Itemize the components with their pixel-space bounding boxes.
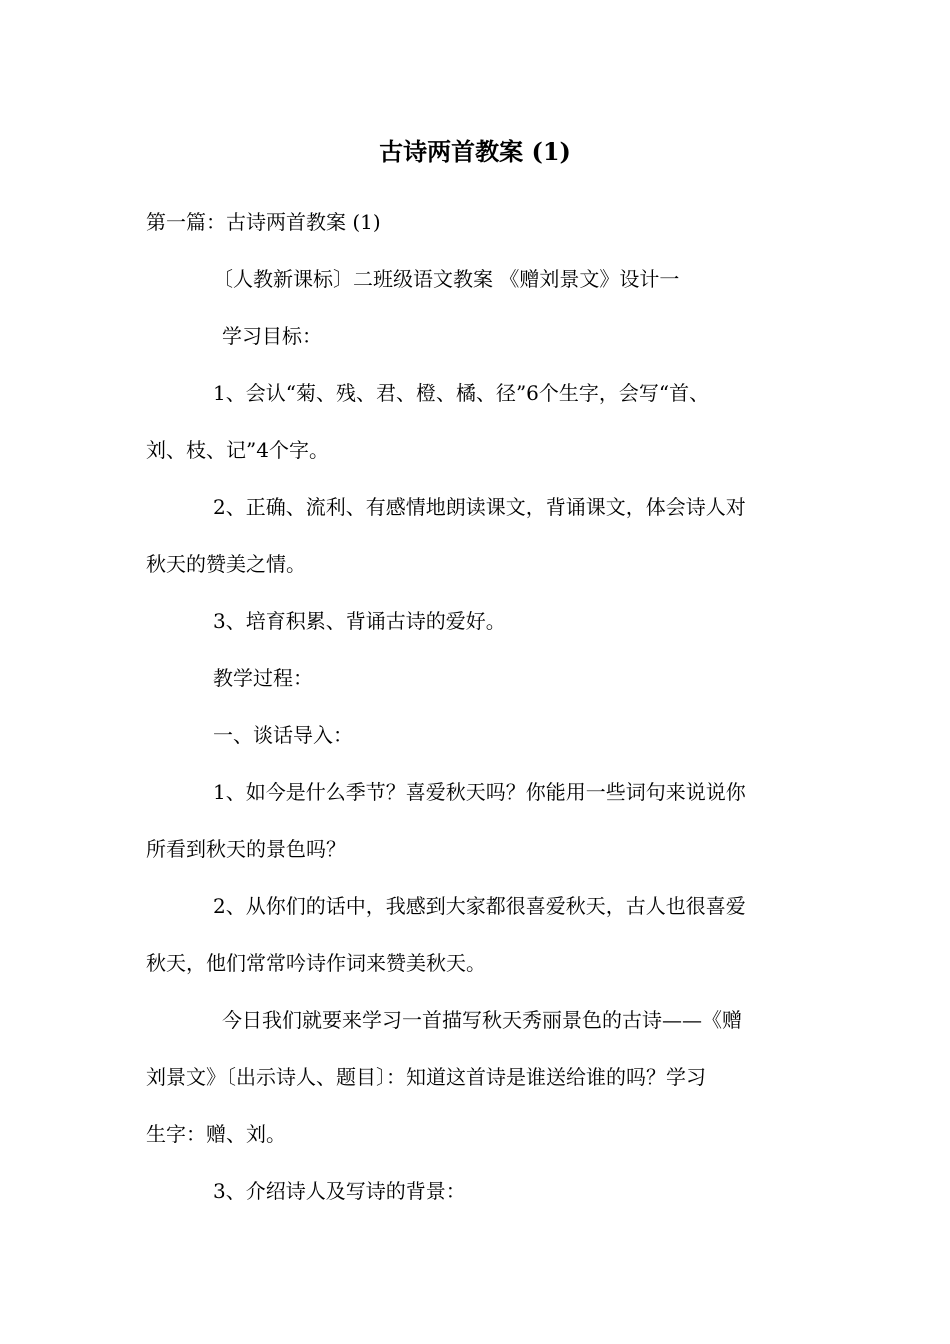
paragraph-line: 刘、枝、记”4个字。 — [146, 438, 329, 462]
paragraph-line: 2、从你们的话中，我感到大家都很喜爱秋天，古人也很喜爱 — [213, 894, 746, 918]
paragraph-line: 生字：赠、刘。 — [146, 1122, 286, 1146]
paragraph-line: 学习目标： — [222, 324, 322, 348]
paragraph-line: 教学过程： — [213, 666, 313, 690]
paragraph-line: 第一篇：古诗两首教案 (1) — [146, 210, 381, 234]
paragraph-line: 3、培育积累、背诵古诗的爱好。 — [213, 609, 506, 633]
paragraph-line: 秋天的赞美之情。 — [146, 552, 306, 576]
paragraph-line: 所看到秋天的景色吗？ — [146, 837, 346, 861]
paragraph-line: 1、会认“菊、残、君、橙、橘、径”6个生字，会写“首、 — [213, 381, 710, 405]
paragraph-line: 3、介绍诗人及写诗的背景： — [213, 1179, 466, 1203]
document-title: 古诗两首教案 (1) — [379, 137, 571, 166]
paragraph-line: 〔人教新课标〕二班级语文教案 《赠刘景文》设计一 — [213, 267, 680, 291]
paragraph-line: 今日我们就要来学习一首描写秋天秀丽景色的古诗——《赠 — [222, 1008, 742, 1032]
paragraph-line: 秋天，他们常常吟诗作词来赞美秋天。 — [146, 951, 486, 975]
paragraph-line: 1、如今是什么季节？喜爱秋天吗？你能用一些词句来说说你 — [213, 780, 746, 804]
paragraph-line: 刘景文》〔出示诗人、题目〕：知道这首诗是谁送给谁的吗？学习 — [146, 1065, 706, 1089]
paragraph-line: 2、正确、流利、有感情地朗读课文，背诵课文，体会诗人对 — [213, 495, 746, 519]
paragraph-line: 一、谈话导入： — [213, 723, 353, 747]
